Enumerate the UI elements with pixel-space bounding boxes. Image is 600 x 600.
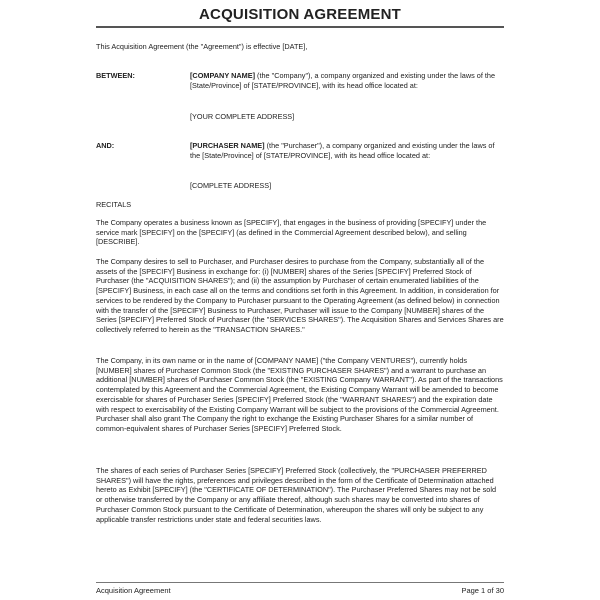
recital-paragraph-4: The shares of each series of Purchaser Series [SPECIFY] Preferred Stock (collectively, the "PURCHASER PREFERRED SHARES") will have the rights, preferences and privileges described in the form of the Certificate of Determination attached hereto as Exhibit [SPECIFY] (the "CERTIFICATE OF DETERMINATION"). The Purchaser Preferred Shares may not be sold or otherwise transferred by the Company or any affiliate thereof, although such shares may be converted into shares of Purchaser Common Stock pursuant to the Certificate of Determination, whereupon the shares will only be subject to any applicable transfer restrictions under state and federal securities laws. (96, 466, 497, 524)
purchaser-description: (the "Purchaser"), a company organized and existing under the laws of the [State/Province] of [STATE/PROVINCE], with its head office located at: (190, 141, 495, 160)
footer-divider (96, 582, 504, 583)
footer-document-name: Acquisition Agreement (96, 586, 171, 595)
recital-paragraph-2: The Company desires to sell to Purchaser, and Purchaser desires to purchase from the Company, substantially all of the assets of the [SPECIFY] Business in exchange for: (i) [NUMBER] shares of the Series [SPECIFY] Preferred Stock of Purchaser (the "ACQUISITION SHARES"); and (ii) the assumption by Purchaser of certain enumerated liabilities of the [SPECIFY] Business, in each case all on the terms and conditions set forth in this Agreement. In addition, in consideration for services to be rendered by the Company to Purchaser pursuant to the Operating Agreement (as defined below) in connection with the transfer of the [SPECIFY] Business to Purchaser, Purchaser will issue to the Company [NUMBER] shares of the Series [SPECIFY] Preferred Stock of Purchaser (the "SERVICES SHARES"). The Acquisition Shares and Services Shares are collectively referred to herein as the "TRANSACTION SHARES." (96, 257, 504, 334)
company-address: [YOUR COMPLETE ADDRESS] (190, 112, 295, 121)
intro-text: This Acquisition Agreement (the "Agreement") is effective [DATE], (96, 42, 308, 51)
recitals-heading: RECITALS (96, 200, 132, 209)
company-party-block (190, 71, 502, 90)
company-name: [COMPANY NAME] (190, 71, 255, 80)
purchaser-name: [PURCHASER NAME] (190, 141, 265, 150)
recital-paragraph-3: The Company, in its own name or in the name of [COMPANY NAME] ("the Company VENTURES"), currently holds [NUMBER] shares of Purchaser Common Stock (the "EXISTING PURCHASER SHARES") and a warrant to purchase an additional [NUMBER] shares of Purchaser Common Stock (the "EXISTING Company WARRANT"). As part of the transactions contemplated by this Agreement and the Commercial Agreement, the Existing Company Warrant will be amended to become exercisable for shares of Purchaser Series [SPECIFY] Preferred Stock (the "WARRANT SHARES") and the expiration date with respect to exercisability of the Existing Company Warrant will be subject to the provisions of the Commercial Agreement. Purchaser shall also grant The Company the right to exchange the Existing Purchaser Shares for a similar number of common-equivalent shares of Purchaser Series [SPECIFY] Preferred Stock. (96, 356, 503, 433)
and-label: AND: (96, 141, 115, 150)
purchaser-party-block (190, 141, 502, 160)
title-divider (96, 26, 504, 28)
footer-page-number: Page 1 of 30 (461, 586, 504, 595)
between-label: BETWEEN: (96, 71, 135, 80)
document-title: ACQUISITION AGREEMENT (199, 6, 401, 23)
purchaser-address: [COMPLETE ADDRESS] (190, 181, 272, 190)
recital-paragraph-1: The Company operates a business known as [SPECIFY], that engages in the business of providing [SPECIFY] under the service mark [SPECIFY] on the [SPECIFY] (as defined in the Commercial Agreement described below), and selling [DESCRIBE]. (96, 218, 487, 247)
company-description: (the "Company"), a company organized and existing under the laws of the [State/Province] of [STATE/PROVINCE], with its head office located at: (190, 71, 496, 90)
